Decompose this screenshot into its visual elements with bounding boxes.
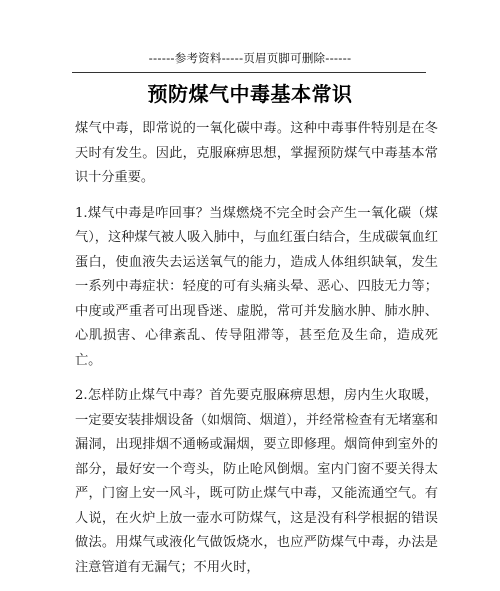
paragraph-prevention: 2.怎样防止煤气中毒？首先要克服麻痹思想，房内生火取暖，一定要安装排烟设备（如烟筒、烟道），并经常检查有无堵塞和漏洞，出现排烟不通畅或漏烟，要立即修理。烟筒伸到室外的部分，最好安一个弯头，防止呛风倒烟。室内门窗不要关得太严，门窗上安一风斗，既可防止煤气中毒，又能流通空气。有人说，在火炉上放一壶水可防煤气，这是没有科学根据的错误做法。用煤气或液化气做饭烧水，也应严防煤气中毒，办法是注意管道有无漏气；不用火时， (75, 388, 438, 575)
document-body (75, 117, 438, 591)
paragraph-intro: 煤气中毒，即常说的一氧化碳中毒。这种中毒事件特别是在冬天时有发生。因此，克服麻痹思想，掌握预防煤气中毒基本常识十分重要。 (75, 121, 438, 185)
paragraph-what-is-gas-poisoning: 1.煤气中毒是咋回事？当煤燃烧不完全时会产生一氧化碳（煤气），这种煤气被人吸入肺中，与血红蛋白结合，生成碳氧血红蛋白，使血液失去运送氧气的能力，造成人体组织缺氧，发生一系列中毒症状：轻度的可有头痛头晕、恶心、四肢无力等；中度或严重者可出现昏迷、虚脱，常可并发脑水肿、肺水肿、心肌损害、心律紊乱、传导阻滞等，甚至危及生命，造成死亡。 (75, 205, 438, 368)
page-header: ------参考资料-----页眉页脚可删除------ (148, 51, 352, 65)
document-title: 预防煤气中毒基本常识 (147, 82, 353, 106)
header-divider (72, 72, 426, 73)
